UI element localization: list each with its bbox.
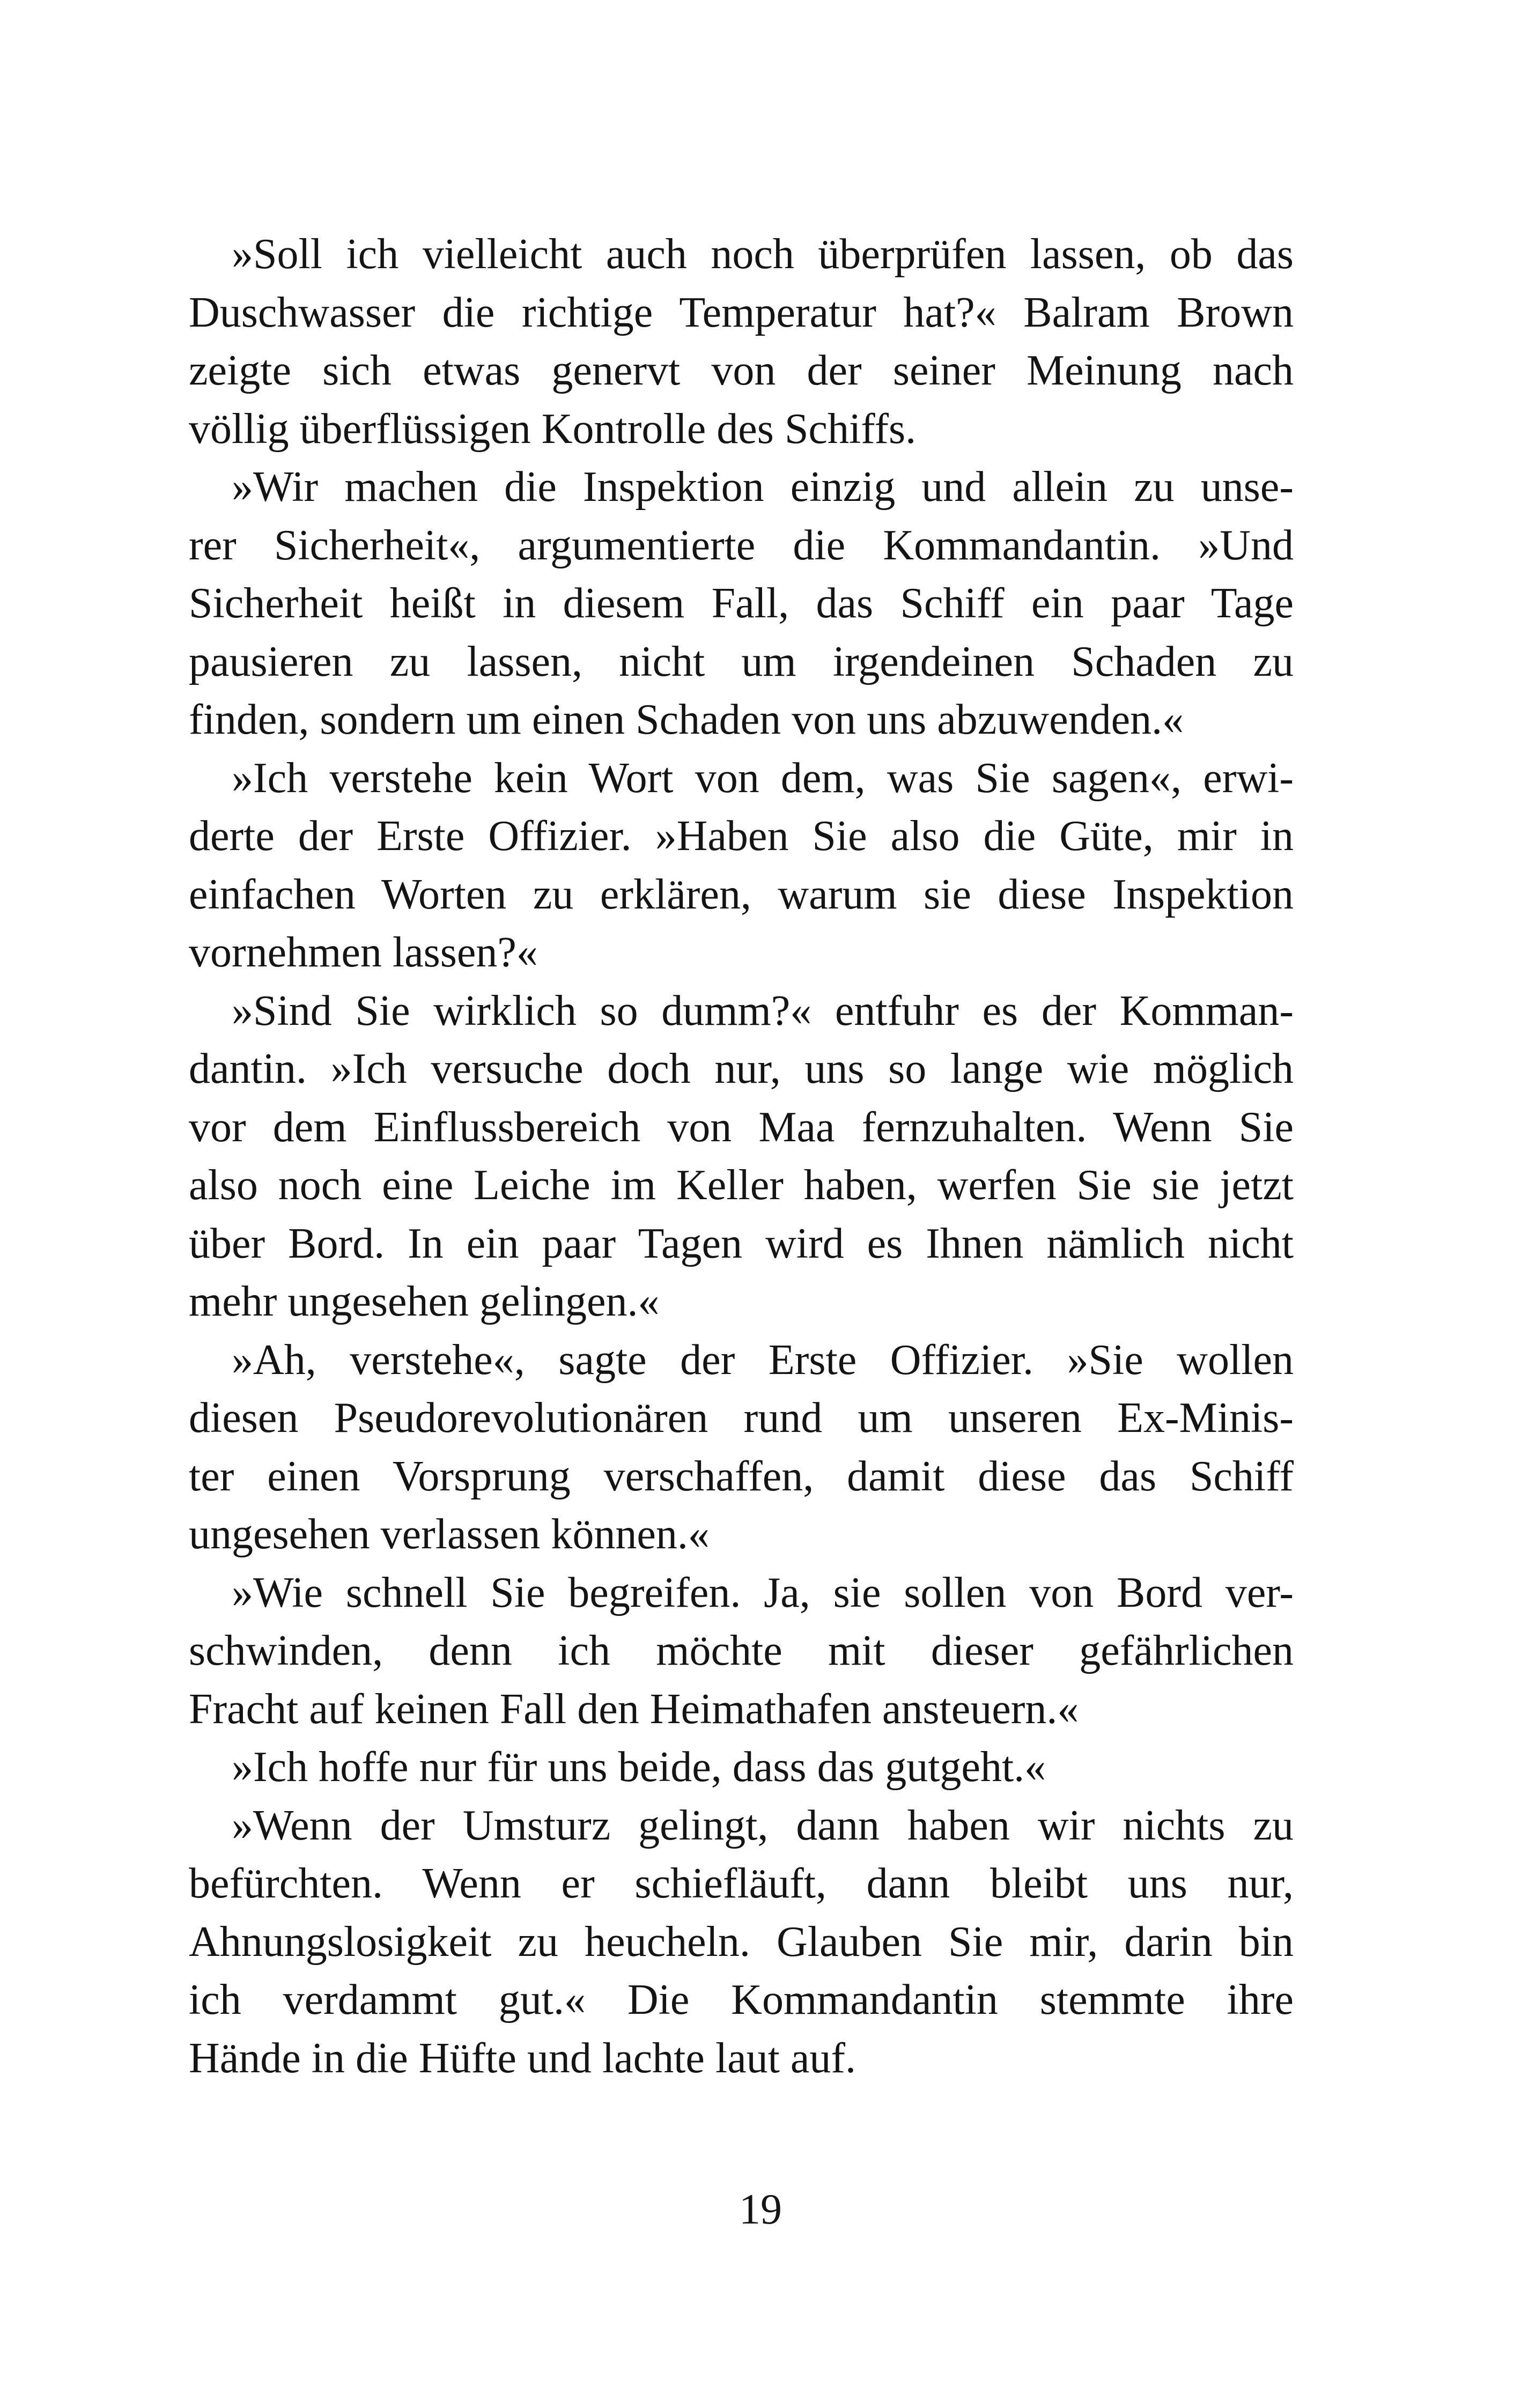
paragraph [189, 1738, 1294, 1797]
text-line: ungesehen verlassen können.« [189, 1511, 710, 1558]
text-line: »Sind Sie wirklich so dumm?« entfuhr es der Komman- [232, 987, 1294, 1035]
paragraph [189, 225, 1294, 458]
text-line: Fracht auf keinen Fall den Heimathafen ansteuern.« [189, 1685, 1079, 1733]
body-text [189, 225, 1294, 2087]
text-line: also noch eine Leiche im Keller haben, werfen Sie sie jetzt [189, 1162, 1294, 1209]
text-line: »Soll ich vielleicht auch noch überprüfen lassen, ob das [232, 231, 1294, 278]
text-line: Ahnungslosigkeit zu heucheln. Glauben Sie mir, darin bin [189, 1918, 1294, 1966]
text-line: Duschwasser die richtige Temperatur hat?« Balram Brown [189, 289, 1294, 336]
text-line: mehr ungesehen gelingen.« [189, 1278, 660, 1325]
text-line: »Wie schnell Sie begreifen. Ja, sie sollen von Bord ver- [232, 1569, 1294, 1616]
text-line: diesen Pseudorevolutionären rund um unseren Ex-Minis- [189, 1394, 1294, 1442]
text-line: »Ah, verstehe«, sagte der Erste Offizier. »Sie wollen [232, 1336, 1294, 1384]
paragraph [189, 458, 1294, 749]
text-line: befürchten. Wenn er schiefläuft, dann bleibt uns nur, [189, 1860, 1294, 1907]
text-line: rer Sicherheit«, argumentierte die Kommandantin. »Und [189, 521, 1294, 569]
paragraph [189, 982, 1294, 1331]
page-number: 19 [739, 2186, 782, 2233]
text-line: über Bord. In ein paar Tagen wird es Ihnen nämlich nicht [189, 1220, 1294, 1267]
text-line: Sicherheit heißt in diesem Fall, das Schiff ein paar Tage [189, 580, 1294, 627]
text-line: schwinden, denn ich möchte mit dieser gefährlichen [189, 1627, 1294, 1674]
text-line: dantin. »Ich versuche doch nur, uns so lange wie möglich [189, 1045, 1294, 1092]
paragraph [189, 1331, 1294, 1564]
text-line: ich verdammt gut.« Die Kommandantin stemmte ihre [189, 1976, 1294, 2023]
text-line: völlig überflüssigen Kontrolle des Schiffs. [189, 405, 917, 453]
text-line: derte der Erste Offizier. »Haben Sie also die Güte, mir in [189, 812, 1294, 860]
text-line: »Wir machen die Inspektion einzig und allein zu unse- [232, 463, 1294, 511]
paragraph [189, 749, 1294, 982]
text-line: »Wenn der Umsturz gelingt, dann haben wir nichts zu [232, 1801, 1294, 1849]
text-line: einfachen Worten zu erklären, warum sie diese Inspektion [189, 870, 1294, 918]
text-line: Hände in die Hüfte und lachte laut auf. [189, 2034, 856, 2082]
text-line: »Ich hoffe nur für uns beide, dass das gutgeht.« [232, 1744, 1046, 1791]
paragraph [189, 1564, 1294, 1739]
text-line: ter einen Vorsprung verschaffen, damit diese das Schiff [189, 1452, 1294, 1500]
text-line: zeigte sich etwas genervt von der seiner Meinung nach [189, 347, 1294, 394]
text-line: vor dem Einflussbereich von Maa fernzuhalten. Wenn Sie [189, 1103, 1294, 1151]
paragraph [189, 1797, 1294, 2088]
text-line: vornehmen lassen?« [189, 929, 538, 976]
text-line: »Ich verstehe kein Wort von dem, was Sie sagen«, erwi- [232, 754, 1294, 802]
text-line: pausieren zu lassen, nicht um irgendeinen Schaden zu [189, 638, 1294, 685]
text-line: finden, sondern um einen Schaden von uns abzuwenden.« [189, 696, 1184, 743]
